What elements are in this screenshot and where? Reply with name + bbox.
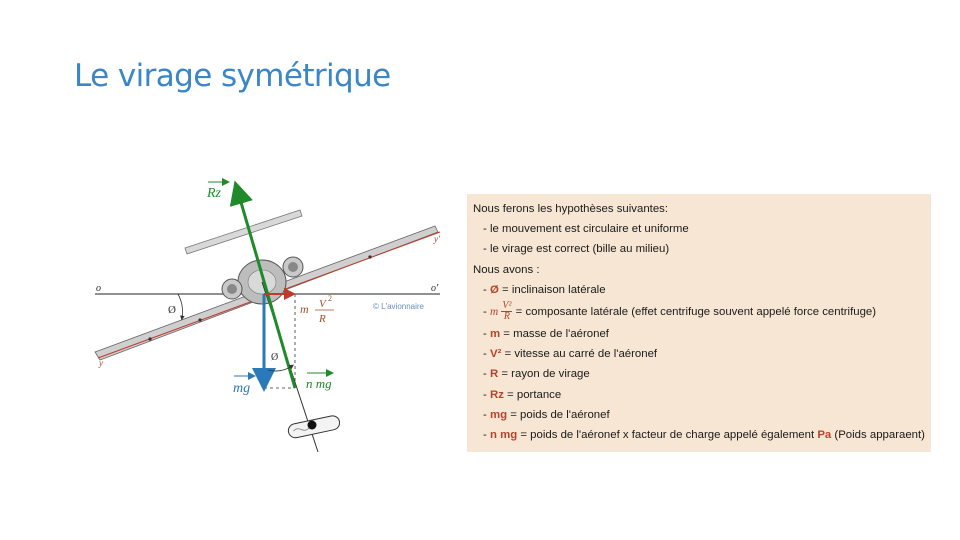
def-r: - R = rayon de virage [483, 368, 590, 381]
label-rz: Rz [207, 186, 221, 201]
def-lateral-fraction [501, 301, 512, 322]
label-m: m [300, 302, 309, 316]
def-nmg: - n mg = poids de l'aéronef x facteur de charge appelé également Pa (Poids apparaent) [483, 428, 925, 441]
slip-ball [308, 421, 317, 430]
def-rz-symbol: Rz [489, 388, 504, 401]
def-m-symbol: m [489, 327, 501, 340]
def-lateral-num: V² [502, 300, 512, 312]
tail [185, 210, 302, 254]
label-o-prime: o' [431, 283, 439, 294]
def-v-symbol: V² [489, 348, 502, 361]
def-lateral: - m $\frac{\text{V²}}{R}$ = composante latérale (effet centrifuge souvent appelé force centrifuge) [483, 300, 877, 323]
def-nmg-text: = poids de l'aéronef x facteur de charge appelé également [517, 428, 818, 441]
def-nmg-symbol: n mg [489, 428, 518, 441]
def-phi: - Ø = inclinaison latérale [483, 283, 606, 296]
label-nmg: n mg [306, 376, 332, 391]
def-rz: - Rz = portance [483, 388, 562, 401]
label-o: o [96, 283, 101, 294]
def-r-text: = rayon de virage [498, 368, 590, 381]
label-r: R [319, 313, 326, 325]
label-mg: mg [233, 381, 251, 396]
def-mg-symbol: mg [489, 408, 508, 421]
def-phi-symbol: Ø [489, 283, 499, 296]
def-m-text: = masse de l'aéronef [500, 327, 609, 340]
slide-title: Le virage symétrique [74, 58, 391, 94]
def-phi-text: = inclinaison latérale [498, 283, 606, 296]
label-phi-bank: Ø [168, 304, 176, 316]
label-y-prime: y' [434, 234, 440, 244]
copyright: © L'avionnaire [373, 302, 425, 311]
def-v-text: = vitesse au carré de l'aéronef [501, 348, 658, 361]
label-v: V [319, 298, 326, 310]
def-mg-text: = poids de l'aéronef [507, 408, 610, 421]
def-lateral-text: = composante latérale (effet centrifuge souvent appelé force centrifuge) [512, 305, 877, 318]
def-rz-text: = portance [503, 388, 562, 401]
def-v: - V² = vitesse au carré de l'aéronef [483, 348, 658, 361]
label-y: y [99, 358, 103, 368]
hypothesis-2: - le virage est correct (bille au milieu) [483, 243, 670, 256]
label-phi-vector: Ø [271, 352, 279, 363]
def-pa-symbol: Pa [817, 428, 832, 441]
hypotheses-box [467, 194, 931, 452]
hypothesis-1: - le mouvement est circulaire et uniforme [483, 223, 689, 236]
def-r-symbol: R [489, 368, 499, 381]
def-mg: - mg = poids de l'aéronef [483, 408, 610, 421]
intro-line: Nous ferons les hypothèses suivantes: [473, 203, 669, 215]
def-lateral-m: m [489, 305, 499, 318]
banked-turn-diagram [90, 170, 450, 460]
def-m: - m = masse de l'aéronef [483, 327, 609, 340]
def-pa-text: (Poids apparaent) [831, 428, 925, 441]
nous-avons-line: Nous avons : [473, 263, 540, 276]
def-lateral-den: R [503, 311, 510, 323]
label-v-sup: 2 [328, 294, 332, 303]
